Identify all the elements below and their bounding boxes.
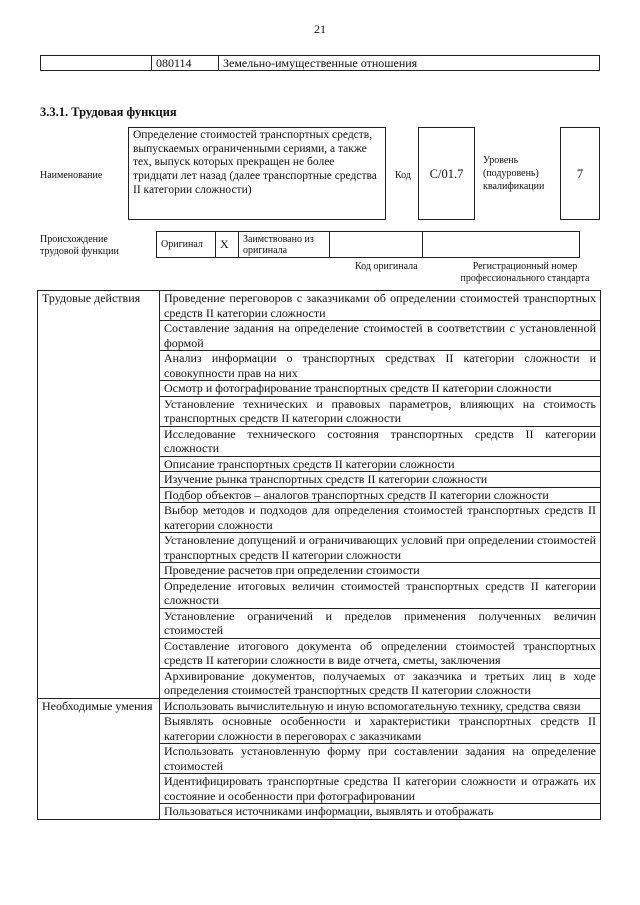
reg-number-label: Регистрационный номер профессионального стандарта [460,261,590,284]
origin-label-text: Происхождение трудовой функции [40,234,119,257]
actions-item: Анализ информации о транспортных средствах II категории сложности и совокупности прав на них [160,351,601,381]
skills-item: Использовать вычислительную и иную вспомогательную технику, средства связи [160,698,601,714]
actions-item: Изучение рынка транспортных средств II категории сложности [160,472,601,488]
level-label-text: Уровень (подуровень) квалификации [483,155,545,192]
requirements-table [37,290,601,820]
actions-item: Осмотр и фотографирование транспортных средств II категории сложности [160,381,601,397]
actions-item: Проведение переговоров с заказчиками об определении стоимостей транспортных средств II категории сложности [160,291,601,321]
original-label: Оригинал [157,232,216,258]
actions-item: Установление допущений и ограничивающих условий при определении стоимостей транспортных средств II категории сложности [160,533,601,563]
skills-item: Пользоваться источниками информации, выявлять и отображать [160,804,601,820]
original-mark: X [216,232,239,258]
skills-label: Необходимые умения [38,698,160,819]
level-label [483,154,555,193]
actions-label: Трудовые действия [38,291,160,699]
section-title: 3.3.1. Трудовая функция [40,105,177,119]
code-label: Код [395,170,411,181]
name-label: Наименование [40,170,103,181]
specialty-name: Земельно-имущественные отношения [219,56,600,71]
specialty-code: 080114 [152,56,219,71]
actions-item: Определение итоговых величин стоимостей транспортных средств II категории сложности [160,578,601,608]
actions-item: Проведение расчетов при определении стоимости [160,563,601,579]
page-number: 21 [314,22,326,36]
function-name: Определение стоимостей транспортных средств, выпускаемых ограниченными сериями, а также тех, выпуск которых прекращен не более тридцати лет назад (далее транспортные средства II категории сложности) [128,127,386,220]
skills-item: Выявлять основные особенности и характеристики транспортных средств II категории сложности в переговорах с заказчиками [160,714,601,744]
actions-item: Установление технических и правовых параметров, влияющих на стоимость транспортных средств II категории сложности [160,396,601,426]
skills-row [38,698,601,714]
qualification-level: 7 [560,127,600,220]
specialty-row-table [40,55,600,71]
function-code: C/01.7 [418,127,475,220]
actions-item: Составление итогового документа об определении стоимостей транспортных средств II категории сложности в виде отчета, сметы, заключения [160,638,601,668]
actions-row [38,291,601,321]
actions-item: Архивирование документов, получаемых от заказчика и третьих лиц в ходе определения стоимостей транспортных средств II категории сложности [160,668,601,698]
actions-item: Установление ограничений и пределов применения полученных величин стоимостей [160,608,601,638]
actions-item: Описание транспортных средств II категории сложности [160,456,601,472]
actions-item: Составление задания на определение стоимостей в соответствии с установленной формой [160,321,601,351]
code-original-label: Код оригинала [355,261,418,272]
borrowed-label: Заимствовано из оригинала [239,232,330,258]
origin-label [40,234,140,258]
actions-item: Выбор методов и подходов для определения стоимостей транспортных средств II категории сложности [160,503,601,533]
code-original-cell [330,232,423,258]
actions-item: Исследование технического состояния транспортных средств II категории сложности [160,426,601,456]
reg-number-cell [423,232,580,258]
skills-item: Идентифицировать транспортные средства II категории сложности и отражать их состояние и особенности при фотографировании [160,774,601,804]
empty-cell [41,56,152,71]
skills-item: Использовать установленную форму при составлении задания на определение стоимостей [160,744,601,774]
actions-item: Подбор объектов – аналогов транспортных средств II категории сложности [160,487,601,503]
origin-table [156,231,580,258]
